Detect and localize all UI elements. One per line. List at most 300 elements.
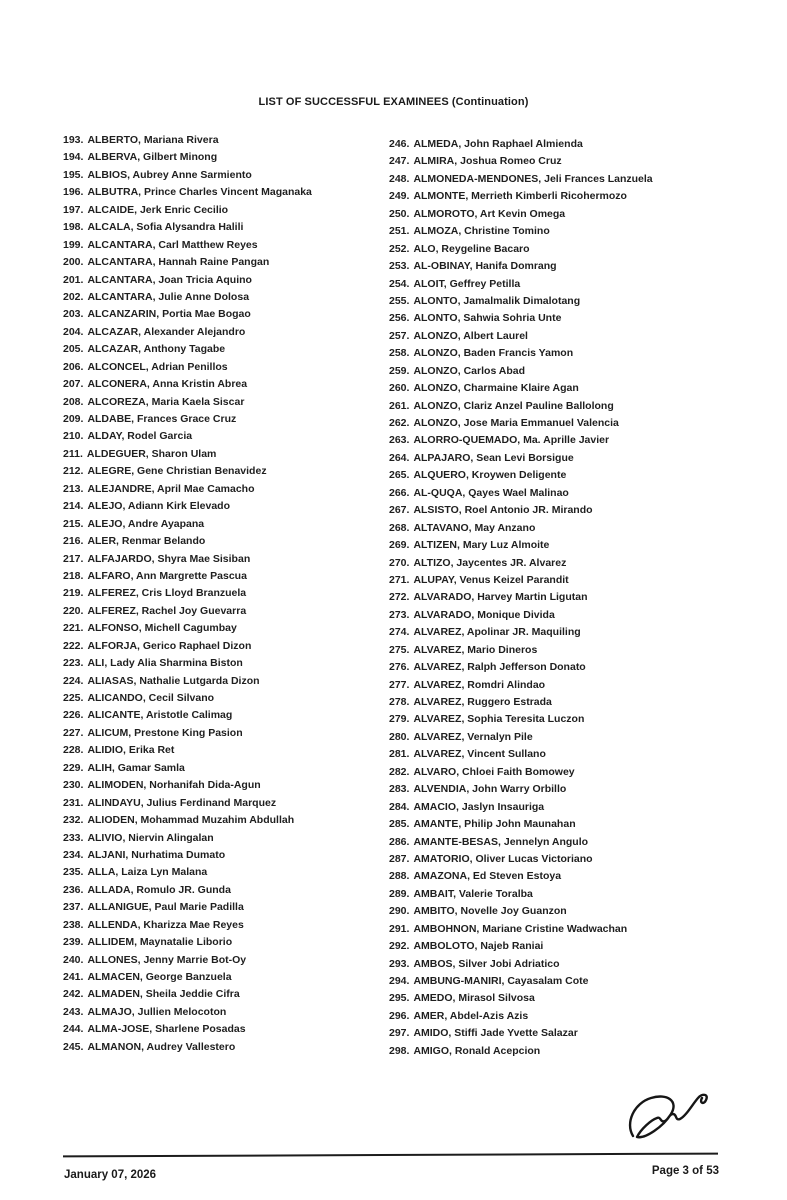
list-item [389,1043,749,1060]
list-item-number: 281. [389,748,410,761]
list-item-name: ALTIZEN, Mary Luz Almoite [413,539,550,552]
list-item [389,153,749,170]
list-item [389,1008,749,1025]
list-item-number: 264. [389,451,410,464]
list-item-name: ALCANTARA, Carl Matthew Reyes [87,238,258,251]
list-item [63,359,393,376]
list-item [389,851,749,868]
list-item-name: ALCANTARA, Hannah Raine Pangan [87,256,270,269]
list-item [63,1021,393,1038]
list-item [63,864,393,881]
list-item-number: 288. [389,870,410,883]
list-item-name: ALONZO, Baden Francis Yamon [413,347,574,360]
list-item-name: AMACIO, Jaslyn Insauriga [413,800,545,813]
list-item [63,725,393,742]
list-item-name: AMBAIT, Valerie Toralba [413,887,533,900]
list-item-number: 276. [389,661,410,674]
list-item-name: ALBERTO, Mariana Rivera [87,134,219,146]
list-item [389,659,749,676]
list-item-number: 238. [63,918,84,931]
list-item-number: 291. [389,922,410,935]
list-item-name: AMATORIO, Oliver Lucas Victoriano [413,852,593,865]
list-item-name: ALICUM, Prestone King Pasion [87,726,243,739]
list-item-name: ALMONTE, Merrieth Kimberli Ricohermozo [413,190,627,203]
list-item-number: 261. [389,399,410,412]
list-item [63,463,393,480]
list-item [63,1039,393,1056]
list-item-number: 210. [63,430,84,443]
list-item-number: 292. [389,940,410,953]
list-item-number: 230. [63,779,84,792]
list-item-number: 215. [63,517,84,530]
list-item [389,537,749,554]
list-item-name: ALCALA, Sofia Alysandra Halili [87,221,244,234]
list-item-name: ALIASAS, Nathalie Lutgarda Dizon [87,674,260,687]
list-item-number: 257. [389,329,410,342]
list-item [389,938,749,955]
list-item-name: ALORRO-QUEMADO, Ma. Aprille Javier [413,434,610,447]
list-item [389,990,749,1007]
list-item [389,206,749,223]
list-item-name: ALSISTO, Roel Antonio JR. Mirando [413,504,593,517]
list-item-name: AMBUNG-MANIRI, Cayasalam Cote [413,975,589,987]
list-item-name: ALTAVANO, May Anzano [413,521,536,534]
list-item-name: ALVAREZ, Mario Dineros [413,643,538,656]
list-item-name: AL-OBINAY, Hanifa Domrang [413,260,557,273]
list-item [389,258,749,275]
list-item-number: 229. [63,761,84,774]
list-item-name: AMBOHNON, Mariane Cristine Wadwachan [413,922,628,935]
list-item [63,184,393,201]
signature-icon [626,1092,718,1144]
list-item-name: ALO, Reygeline Bacaro [413,242,530,255]
list-item [389,956,749,973]
examinee-list-right-column [389,136,749,1060]
list-item-number: 240. [63,953,84,966]
examinee-list-left-column [63,132,393,1056]
list-item [389,624,749,641]
list-item [63,306,393,323]
list-item-name: ALMEDA, John Raphael Almienda [413,138,583,150]
list-item-name: ALDABE, Frances Grace Cruz [87,413,237,425]
list-item [63,620,393,637]
list-item-name: ALEJO, Adiann Kirk Elevado [87,500,230,513]
list-item-name: ALVAREZ, Sophia Teresita Luczon [413,713,585,726]
list-item-number: 278. [389,696,410,708]
list-item-number: 243. [63,1005,84,1018]
list-item-number: 242. [63,988,84,1001]
list-item-number: 253. [389,260,410,273]
list-item-number: 277. [389,678,410,691]
list-item [63,394,393,411]
list-item [389,276,749,293]
list-item-number: 235. [63,866,84,879]
list-item-number: 205. [63,343,84,356]
list-item [63,254,393,271]
list-item [389,328,749,345]
list-item-name: ALVENDIA, John Warry Orbillo [413,783,567,796]
list-item [63,917,393,934]
list-item-number: 197. [63,203,84,216]
list-item-number: 260. [389,382,410,395]
list-item-name: ALCONCEL, Adrian Penillos [87,360,228,373]
list-item-name: ALINDAYU, Julius Ferdinand Marquez [87,796,277,809]
list-item-name: ALCANTARA, Joan Tricia Aquino [87,273,252,286]
list-item-name: AMBOLOTO, Najeb Raniai [413,940,544,953]
list-item [63,673,393,690]
list-item-number: 225. [63,692,84,704]
list-item-number: 283. [389,783,410,796]
list-item-name: ALFEREZ, Cris Lloyd Branzuela [87,587,247,600]
list-item-name: ALONZO, Carlos Abad [413,364,526,377]
list-item-name: ALIVIO, Niervin Alingalan [87,831,214,844]
list-item [389,607,749,624]
list-item [389,816,749,833]
list-item [389,345,749,362]
list-item-number: 244. [63,1023,84,1036]
list-item [389,555,749,572]
list-item [63,551,393,568]
list-item [63,952,393,969]
list-item-number: 214. [63,500,84,513]
list-item-name: ALUPAY, Venus Keizel Parandit [413,573,569,586]
list-item-number: 216. [63,535,84,548]
list-item-name: ALCAIDE, Jerk Enric Cecilio [87,203,229,216]
list-item-name: ALFAJARDO, Shyra Mae Sisiban [87,552,251,565]
list-item-name: ALJANI, Nurhatima Dumato [87,848,226,861]
list-item-number: 193. [63,134,84,146]
list-item-number: 287. [389,852,410,865]
list-item [63,568,393,585]
list-item [63,289,393,306]
list-item [389,293,749,310]
list-item-name: ALMANON, Audrey Vallestero [87,1040,236,1053]
list-item [63,707,393,724]
list-item [63,655,393,672]
list-item [63,533,393,550]
list-item-name: ALMOZA, Christine Tomino [413,225,550,238]
list-item-number: 221. [63,622,84,635]
list-item [63,882,393,899]
list-item-name: ALMA-JOSE, Sharlene Posadas [87,1023,246,1036]
list-item-name: ALMIRA, Joshua Romeo Cruz [413,155,562,168]
list-item [63,638,393,655]
list-item [389,380,749,397]
list-item [389,677,749,694]
list-item [63,899,393,916]
list-item-name: AMIDO, Stiffi Jade Yvette Salazar [413,1027,578,1040]
list-item-number: 204. [63,325,84,338]
list-item-name: ALMOROTO, Art Kevin Omega [413,207,566,220]
list-item-number: 289. [389,887,410,900]
list-item-name: ALFORJA, Gerico Raphael Dizon [87,639,252,652]
list-item-name: AMANTE, Philip John Maunahan [413,818,576,831]
list-item-name: ALONZO, Jose Maria Emmanuel Valencia [413,417,619,429]
list-item-number: 202. [63,290,84,303]
list-item [63,603,393,620]
list-item [63,516,393,533]
page-title: LIST OF SUCCESSFUL EXAMINEES (Continuation) [258,96,529,108]
list-item-number: 272. [389,591,410,604]
list-item-number: 206. [63,360,84,373]
list-item-name: ALONZO, Albert Laurel [413,329,528,342]
list-item [389,642,749,659]
list-item-name: ALVAREZ, Ruggero Estrada [413,696,552,708]
list-item-name: ALI, Lady Alia Sharmina Biston [87,657,243,670]
list-item-name: ALEJANDRE, April Mae Camacho [87,482,255,495]
list-item-number: 274. [389,626,410,639]
list-item-number: 194. [63,151,84,164]
list-item-number: 199. [63,238,84,251]
list-item-name: ALCANZARIN, Portia Mae Bogao [87,308,251,321]
list-item-name: AMBITO, Novelle Joy Guanzon [413,905,567,918]
list-item [63,1004,393,1021]
list-item [63,795,393,812]
footer-divider [63,1153,718,1158]
list-item-number: 254. [389,277,410,290]
list-item-number: 222. [63,639,84,652]
footer-date: January 07, 2026 [64,1169,157,1181]
list-item [389,868,749,885]
list-item-number: 208. [63,395,84,408]
list-item-number: 249. [389,190,410,203]
list-item-name: ALBERVA, Gilbert Minong [87,151,218,164]
list-item-number: 256. [389,312,410,325]
list-item-number: 228. [63,744,84,757]
list-item-number: 285. [389,818,410,831]
list-item-name: ALCAZAR, Alexander Alejandro [87,325,246,338]
list-item [389,781,749,798]
list-item-number: 259. [389,364,410,377]
footer-page-indicator: Page 3 of 53 [651,1165,719,1177]
list-item-name: ALICANTE, Aristotle Calimag [87,709,233,722]
list-item-name: ALONZO, Charmaine Klaire Agan [413,382,579,395]
list-item [63,341,393,358]
list-item-number: 295. [389,992,410,1005]
list-item-name: ALEGRE, Gene Christian Benavidez [87,465,267,478]
list-item [389,450,749,467]
list-item-number: 226. [63,709,84,722]
list-item-number: 298. [389,1044,410,1057]
list-item-name: ALONZO, Clariz Anzel Pauline Ballolong [413,399,614,412]
list-item [389,903,749,920]
list-item-number: 270. [389,556,410,569]
list-item-number: 198. [63,221,84,234]
list-item-name: ALVAREZ, Vincent Sullano [413,748,546,761]
list-item-name: ALMAJO, Jullien Melocoton [87,1005,227,1018]
list-item [389,886,749,903]
list-item-name: ALFONSO, Michell Cagumbay [87,622,237,635]
list-item-number: 241. [63,971,84,983]
list-item-number: 268. [389,521,410,534]
list-item-number: 273. [389,608,410,621]
list-item-number: 266. [389,486,410,499]
list-item-name: ALLENDA, Kharizza Mae Reyes [87,918,244,931]
list-item [389,223,749,240]
list-item-name: ALDEGUER, Sharon Ulam [86,447,217,460]
list-item-name: ALVAREZ, Ralph Jefferson Donato [413,661,586,674]
list-item-number: 207. [63,378,84,391]
list-item-name: ALLONES, Jenny Marrie Bot-Oy [87,953,247,966]
list-item-number: 296. [389,1009,410,1022]
list-item-number: 269. [389,539,410,552]
list-item-number: 282. [389,765,410,778]
list-item-number: 224. [63,674,84,687]
list-item-number: 258. [389,347,410,360]
list-item [389,502,749,519]
list-item-name: ALCOREZA, Maria Kaela Siscar [87,395,245,408]
list-item-number: 217. [63,552,84,565]
list-item-number: 232. [63,814,84,827]
list-item [63,376,393,393]
list-item-name: ALVAREZ, Apolinar JR. Maquiling [413,626,581,639]
list-item [389,694,749,711]
list-item [389,572,749,589]
list-item [63,202,393,219]
list-item-number: 286. [389,835,410,848]
list-item-number: 218. [63,569,84,582]
list-item [63,446,393,463]
list-item-name: ALQUERO, Kroywen Deligente [413,469,567,482]
list-item-name: ALIMODEN, Norhanifah Dida-Agun [87,779,261,792]
list-item [63,742,393,759]
list-item-name: ALER, Renmar Belando [87,535,206,548]
list-item [389,921,749,938]
list-item [389,729,749,746]
list-item-name: ALONTO, Jamalmalik Dimalotang [413,294,581,307]
list-item-number: 271. [389,573,410,586]
list-item-number: 213. [63,482,84,495]
list-item-number: 251. [389,225,410,238]
list-item [63,272,393,289]
list-item [63,498,393,515]
list-item [389,520,749,537]
list-item-name: AMEDO, Mirasol Silvosa [413,992,535,1005]
list-item-number: 263. [389,434,410,447]
list-item-name: AMER, Abdel-Azis Azis [413,1009,529,1022]
list-item [389,136,749,153]
list-item-number: 252. [389,242,410,255]
list-item-number: 231. [63,796,84,809]
list-item [63,149,393,166]
list-item-number: 200. [63,256,84,269]
list-item-name: AMANTE-BESAS, Jennelyn Angulo [413,835,589,848]
list-item [63,324,393,341]
list-item-name: AMAZONA, Ed Steven Estoya [413,870,562,883]
list-item-name: ALPAJARO, Sean Levi Borsigue [413,451,574,464]
list-item-number: 220. [63,604,84,617]
list-item-number: 227. [63,726,84,739]
list-item [63,132,393,149]
list-item [63,986,393,1003]
list-item-number: 211. [63,447,83,460]
list-item [63,830,393,847]
list-item-name: ALLIDEM, Maynatalie Liborio [87,936,233,949]
list-item-number: 290. [389,905,410,918]
list-item-name: ALVAREZ, Romdri Alindao [413,678,546,691]
list-item [389,398,749,415]
list-item-name: ALONTO, Sahwia Sohria Unte [413,312,562,325]
list-item-number: 223. [63,657,84,670]
list-item-number: 250. [389,207,410,220]
list-item [389,467,749,484]
list-item-name: ALMACEN, George Banzuela [87,971,232,983]
list-item-number: 248. [389,172,410,185]
list-item-name: ALLADA, Romulo JR. Gunda [87,883,231,896]
list-item [389,589,749,606]
list-item-number: 236. [63,883,84,896]
list-item [63,428,393,445]
list-item-name: ALCAZAR, Anthony Tagabe [87,343,226,356]
list-item [63,969,393,986]
list-item [63,411,393,428]
list-item-name: ALCONERA, Anna Kristin Abrea [87,378,248,391]
list-item-number: 297. [389,1027,410,1040]
list-item [389,241,749,258]
list-item-number: 275. [389,643,410,656]
list-item-name: ALVAREZ, Vernalyn Pile [413,730,533,743]
list-item-number: 294. [389,975,410,987]
list-item-number: 219. [63,587,84,600]
list-item-number: 262. [389,417,410,429]
list-item [389,799,749,816]
list-item [389,834,749,851]
list-item-name: ALCANTARA, Julie Anne Dolosa [87,290,250,303]
list-item [389,432,749,449]
list-item-number: 246. [389,138,410,150]
list-item-name: ALOIT, Geffrey Petilla [413,277,521,290]
list-item [63,481,393,498]
list-item-name: ALFEREZ, Rachel Joy Guevarra [87,604,247,617]
list-item-number: 245. [63,1040,84,1053]
list-item-number: 267. [389,504,410,517]
list-item-name: ALIH, Gamar Samla [87,761,185,774]
list-item [389,746,749,763]
list-item-name: ALIODEN, Mohammad Muzahim Abdullah [87,814,295,827]
list-item-name: ALMONEDA-MENDONES, Jeli Frances Lanzuela [413,172,653,185]
list-item-number: 255. [389,294,410,307]
list-item [63,690,393,707]
list-item [63,237,393,254]
list-item [63,934,393,951]
list-item-name: ALICANDO, Cecil Silvano [87,692,215,704]
list-item-number: 212. [63,465,84,478]
list-item [389,711,749,728]
list-item-name: ALEJO, Andre Ayapana [87,517,205,530]
list-item-name: ALTIZO, Jaycentes JR. Alvarez [413,556,567,569]
list-item-number: 209. [63,413,84,425]
list-item-number: 247. [389,155,410,168]
list-item [63,777,393,794]
list-item-name: ALVARO, Chloei Faith Bomowey [413,765,575,778]
list-item [389,310,749,327]
list-item-number: 201. [63,273,84,286]
list-item-name: AMBOS, Silver Jobi Adriatico [413,957,560,970]
list-item [63,585,393,602]
list-item-number: 195. [63,168,84,181]
list-item [63,219,393,236]
list-item-number: 196. [63,186,84,199]
list-item [63,760,393,777]
list-item-name: ALVARADO, Monique Divida [413,608,555,621]
list-item [389,485,749,502]
list-item-number: 284. [389,800,410,813]
list-item [63,847,393,864]
list-item-number: 280. [389,730,410,743]
list-item [389,1025,749,1042]
list-item-name: AMIGO, Ronald Acepcion [413,1044,541,1057]
list-item-number: 265. [389,469,410,482]
